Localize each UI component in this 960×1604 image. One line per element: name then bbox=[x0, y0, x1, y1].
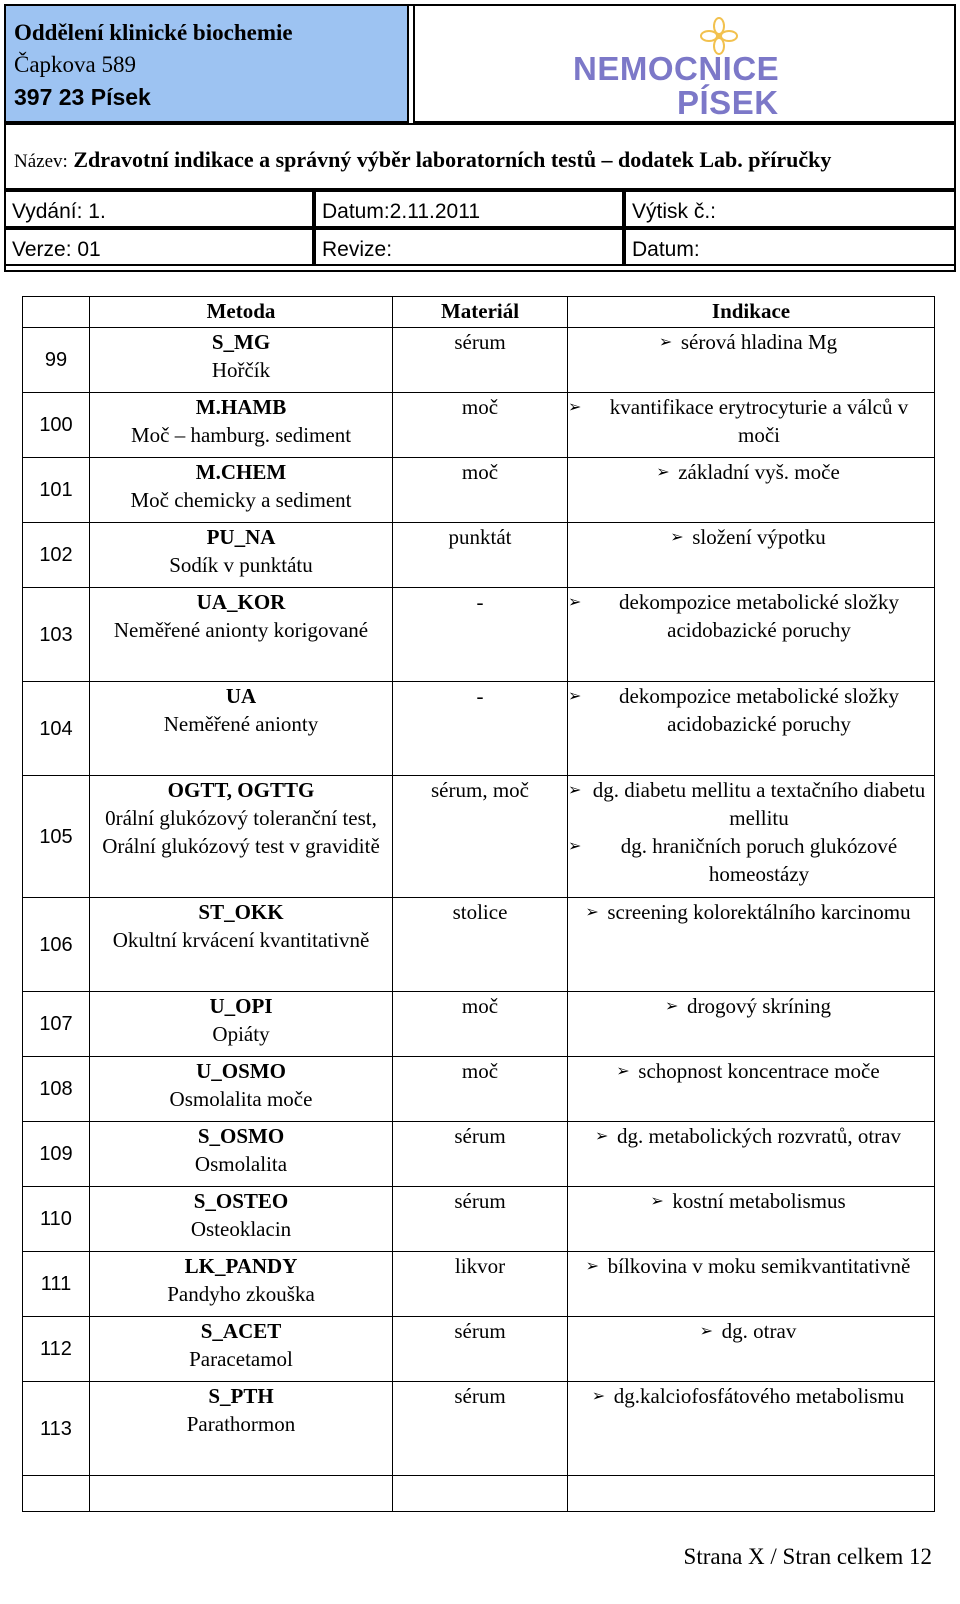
department-city: 397 23 Písek bbox=[14, 84, 151, 110]
arrowhead-bullet-icon: ➢ bbox=[650, 1191, 664, 1210]
arrowhead-bullet-icon: ➢ bbox=[656, 462, 670, 481]
material-cell: likvor bbox=[393, 1252, 568, 1317]
indication-text: kostní metabolismus bbox=[672, 1189, 846, 1213]
method-code: U_OSMO bbox=[196, 1059, 286, 1083]
arrowhead-bullet-icon: ➢ bbox=[585, 1256, 600, 1275]
table-row bbox=[23, 776, 935, 898]
indication-cell bbox=[568, 1122, 935, 1187]
revize-text: Revize: bbox=[322, 238, 393, 261]
table-row bbox=[23, 458, 935, 523]
meta-revize bbox=[314, 228, 624, 266]
row-number: 105 bbox=[23, 776, 90, 898]
table-row bbox=[23, 1252, 935, 1317]
header-num bbox=[23, 297, 90, 328]
table-body bbox=[23, 328, 935, 1512]
method-name: Moč – hamburg. sediment bbox=[130, 423, 352, 447]
indication-text: dg. hraničních poruch glukózové homeostázy bbox=[620, 834, 898, 886]
header-indikace: Indikace bbox=[568, 297, 935, 328]
method-name: Neměřené anionty korigované bbox=[113, 618, 369, 642]
indication-item bbox=[568, 1317, 928, 1345]
arrowhead-bullet-icon: ➢ bbox=[568, 592, 582, 611]
method-cell bbox=[90, 588, 393, 682]
department-box bbox=[4, 4, 409, 123]
indication-cell bbox=[568, 1187, 935, 1252]
arrowhead-bullet-icon: ➢ bbox=[664, 996, 679, 1015]
meta-verze bbox=[4, 228, 314, 266]
indication-cell bbox=[568, 1382, 935, 1476]
material-cell: punktát bbox=[393, 523, 568, 588]
table-row bbox=[23, 523, 935, 588]
material-cell: sérum, moč bbox=[393, 776, 568, 898]
table-row bbox=[23, 992, 935, 1057]
vytisk-text: Výtisk č.: bbox=[632, 200, 717, 223]
indication-item bbox=[568, 898, 928, 926]
method-name: Osmolalita moče bbox=[169, 1087, 313, 1111]
row-number: 112 bbox=[23, 1317, 90, 1382]
material-cell: - bbox=[393, 682, 568, 776]
indication-item bbox=[568, 328, 928, 356]
indication-item bbox=[568, 1122, 928, 1150]
indication-text: základní vyš. moče bbox=[678, 460, 840, 484]
document-title: Zdravotní indikace a správný výběr laboratorních testů – dodatek Lab. příručky bbox=[73, 147, 832, 172]
indication-item bbox=[568, 776, 928, 832]
indication-text: bílkovina v moku semikvantitativně bbox=[607, 1254, 911, 1278]
indication-cell bbox=[568, 523, 935, 588]
indication-text: dg. metabolických rozvratů, otrav bbox=[617, 1124, 901, 1148]
empty-cell bbox=[393, 1476, 568, 1512]
indication-item bbox=[568, 393, 928, 449]
method-code: UA bbox=[225, 684, 257, 708]
row-number: 109 bbox=[23, 1122, 90, 1187]
indication-text: složení výpotku bbox=[692, 525, 826, 549]
method-code: OGTT, OGTTG bbox=[167, 778, 315, 802]
table-row bbox=[23, 898, 935, 992]
method-cell bbox=[90, 776, 393, 898]
indication-item bbox=[568, 1382, 928, 1410]
indication-text: dg. otrav bbox=[721, 1319, 797, 1343]
department-street: Čapkova 589 bbox=[14, 52, 137, 77]
method-cell bbox=[90, 1187, 393, 1252]
row-number: 103 bbox=[23, 588, 90, 682]
material-cell: sérum bbox=[393, 1317, 568, 1382]
indication-cell bbox=[568, 898, 935, 992]
empty-cell bbox=[23, 1476, 90, 1512]
arrowhead-bullet-icon: ➢ bbox=[658, 332, 673, 351]
indication-cell bbox=[568, 328, 935, 393]
arrowhead-bullet-icon: ➢ bbox=[616, 1061, 630, 1080]
method-code: S_ACET bbox=[200, 1319, 282, 1343]
indication-item bbox=[568, 1057, 928, 1085]
logo-word-nemocnice: NEMOCNICE bbox=[573, 50, 780, 87]
row-number: 111 bbox=[23, 1252, 90, 1317]
department-name: Oddělení klinické biochemie bbox=[14, 20, 293, 45]
header-material: Materiál bbox=[393, 297, 568, 328]
table-row bbox=[23, 1317, 935, 1382]
table-row bbox=[23, 1057, 935, 1122]
indication-item bbox=[568, 832, 928, 888]
method-cell bbox=[90, 393, 393, 458]
table-row bbox=[23, 588, 935, 682]
table-header-row bbox=[23, 297, 935, 328]
material-cell: sérum bbox=[393, 1187, 568, 1252]
method-code: LK_PANDY bbox=[184, 1254, 298, 1278]
method-code: S_PTH bbox=[208, 1384, 274, 1408]
indication-item bbox=[568, 1252, 928, 1280]
row-number: 110 bbox=[23, 1187, 90, 1252]
material-cell: sérum bbox=[393, 1382, 568, 1476]
indication-cell bbox=[568, 1057, 935, 1122]
meta-vydani bbox=[4, 190, 314, 228]
method-code: M.HAMB bbox=[195, 395, 287, 419]
logo-box bbox=[413, 4, 956, 123]
test-table-wrapper bbox=[22, 296, 935, 1512]
method-code: U_OPI bbox=[209, 994, 273, 1018]
indication-text: schopnost koncentrace moče bbox=[638, 1059, 880, 1083]
method-code: S_OSMO bbox=[197, 1124, 285, 1148]
method-cell bbox=[90, 1252, 393, 1317]
row-number: 113 bbox=[23, 1382, 90, 1476]
datum-revize-text: Datum: bbox=[632, 238, 700, 261]
indication-text: dekompozice metabolické složky acidobazické poruchy bbox=[619, 684, 899, 736]
method-name: 0rální glukózový toleranční test, Orální glukózový test v graviditě bbox=[102, 806, 380, 858]
indication-item bbox=[568, 682, 928, 738]
vydani-text: Vydání: 1. bbox=[12, 200, 106, 223]
method-cell bbox=[90, 523, 393, 588]
page-footer: Strana X / Stran celkem 12 bbox=[683, 1544, 932, 1569]
table-row bbox=[23, 1382, 935, 1476]
method-cell bbox=[90, 1382, 393, 1476]
indication-item bbox=[568, 588, 928, 644]
indication-cell bbox=[568, 776, 935, 898]
header-metoda: Metoda bbox=[90, 297, 393, 328]
row-number: 101 bbox=[23, 458, 90, 523]
indication-cell bbox=[568, 458, 935, 523]
row-number: 99 bbox=[23, 328, 90, 393]
arrowhead-bullet-icon: ➢ bbox=[568, 780, 582, 799]
row-number: 108 bbox=[23, 1057, 90, 1122]
material-cell: moč bbox=[393, 1057, 568, 1122]
hospital-logo bbox=[565, 20, 805, 120]
method-cell bbox=[90, 992, 393, 1057]
method-name: Paracetamol bbox=[189, 1347, 293, 1371]
method-code: UA_KOR bbox=[196, 590, 286, 614]
logo-word-pisek: PÍSEK bbox=[677, 84, 779, 121]
indication-text: dg.kalciofosfátového metabolismu bbox=[613, 1384, 905, 1408]
indication-cell bbox=[568, 682, 935, 776]
method-name: Osmolalita bbox=[194, 1152, 288, 1176]
indication-text: dekompozice metabolické složky acidobazické poruchy bbox=[619, 590, 899, 642]
indication-item bbox=[568, 458, 928, 486]
row-number: 104 bbox=[23, 682, 90, 776]
table-empty-row bbox=[23, 1476, 935, 1512]
row-number: 106 bbox=[23, 898, 90, 992]
meta-vytisk bbox=[624, 190, 956, 228]
material-cell: stolice bbox=[393, 898, 568, 992]
method-name: Osteoklacin bbox=[190, 1217, 292, 1241]
indication-cell bbox=[568, 992, 935, 1057]
indication-text: kvantifikace erytrocyturie a válců v moči bbox=[609, 395, 909, 447]
indication-item bbox=[568, 992, 928, 1020]
method-cell bbox=[90, 682, 393, 776]
indication-text: dg. diabetu mellitu a textačního diabetu mellitu bbox=[592, 778, 926, 830]
arrowhead-bullet-icon: ➢ bbox=[585, 902, 599, 921]
arrowhead-bullet-icon: ➢ bbox=[699, 1321, 714, 1340]
table-row bbox=[23, 682, 935, 776]
material-cell: sérum bbox=[393, 1122, 568, 1187]
document-title-row bbox=[4, 123, 956, 190]
material-cell: sérum bbox=[393, 328, 568, 393]
method-code: PU_NA bbox=[206, 525, 276, 549]
method-name: Hořčík bbox=[211, 358, 271, 382]
method-code: S_OSTEO bbox=[193, 1189, 289, 1213]
row-number: 100 bbox=[23, 393, 90, 458]
material-cell: - bbox=[393, 588, 568, 682]
row-number: 102 bbox=[23, 523, 90, 588]
method-name: Opiáty bbox=[212, 1022, 270, 1046]
method-cell bbox=[90, 1317, 393, 1382]
row-number: 107 bbox=[23, 992, 90, 1057]
indication-item bbox=[568, 523, 928, 551]
arrowhead-bullet-icon: ➢ bbox=[568, 397, 582, 416]
method-cell bbox=[90, 1122, 393, 1187]
indication-item bbox=[568, 1187, 928, 1215]
arrowhead-bullet-icon: ➢ bbox=[591, 1386, 606, 1405]
table-row bbox=[23, 1122, 935, 1187]
test-table bbox=[22, 296, 935, 1512]
method-cell bbox=[90, 898, 393, 992]
arrowhead-bullet-icon: ➢ bbox=[595, 1126, 609, 1145]
method-cell bbox=[90, 1057, 393, 1122]
material-cell: moč bbox=[393, 992, 568, 1057]
title-label: Název: bbox=[14, 151, 68, 172]
method-name: Parathormon bbox=[186, 1412, 296, 1436]
table-row bbox=[23, 1187, 935, 1252]
empty-cell bbox=[90, 1476, 393, 1512]
method-name: Pandyho zkouška bbox=[167, 1282, 315, 1306]
indication-text: screening kolorektálního karcinomu bbox=[607, 900, 911, 924]
indication-text: drogový skríning bbox=[686, 994, 832, 1018]
material-cell: moč bbox=[393, 393, 568, 458]
table-row bbox=[23, 393, 935, 458]
indication-cell bbox=[568, 393, 935, 458]
meta-datum-revize bbox=[624, 228, 956, 266]
method-code: M.CHEM bbox=[195, 460, 287, 484]
verze-text: Verze: 01 bbox=[12, 238, 101, 261]
method-name: Neměřené anionty bbox=[163, 712, 319, 736]
table-row bbox=[23, 328, 935, 393]
empty-cell bbox=[568, 1476, 935, 1512]
method-cell bbox=[90, 458, 393, 523]
method-name: Okultní krvácení kvantitativně bbox=[112, 928, 370, 952]
arrowhead-bullet-icon: ➢ bbox=[670, 527, 684, 546]
indication-cell bbox=[568, 1252, 935, 1317]
method-cell bbox=[90, 328, 393, 393]
indication-text: sérová hladina Mg bbox=[680, 330, 838, 354]
material-cell: moč bbox=[393, 458, 568, 523]
method-name: Moč chemicky a sediment bbox=[130, 488, 352, 512]
method-code: ST_OKK bbox=[198, 900, 284, 924]
indication-cell bbox=[568, 1317, 935, 1382]
meta-datum bbox=[314, 190, 624, 228]
datum-text: Datum:2.11.2011 bbox=[322, 200, 480, 223]
arrowhead-bullet-icon: ➢ bbox=[568, 686, 582, 705]
indication-cell bbox=[568, 588, 935, 682]
method-code: S_MG bbox=[211, 330, 271, 354]
arrowhead-bullet-icon: ➢ bbox=[568, 836, 582, 855]
method-name: Sodík v punktátu bbox=[169, 553, 313, 577]
